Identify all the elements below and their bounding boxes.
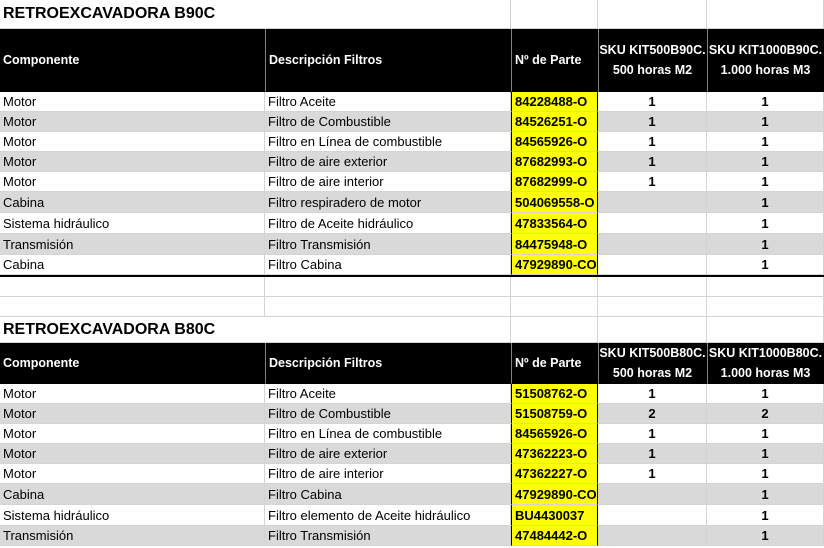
cell-componente[interactable]: Transmisión [0,234,265,255]
blank-cell[interactable] [707,0,824,29]
table-row [0,234,824,255]
cell-componente[interactable]: Cabina [0,255,265,275]
cell-kit500[interactable]: 1 [598,132,707,152]
cell-parte[interactable]: 47484442-O [511,526,598,546]
cell-kit1000[interactable]: 1 [707,424,824,444]
cell-kit1000[interactable]: 1 [707,255,824,275]
blank-cell[interactable] [598,317,707,343]
cell-parte[interactable]: 51508759-O [511,404,598,424]
header-sku1000-line2: 1.000 horas M3 [720,366,811,380]
cell-kit1000[interactable]: 1 [707,132,824,152]
cell-kit1000[interactable]: 1 [707,234,824,255]
cell-componente[interactable]: Motor [0,92,265,112]
cell-kit1000[interactable]: 1 [707,464,824,484]
cell-kit1000[interactable]: 1 [707,526,824,546]
cell-parte[interactable]: 47929890-CO [511,484,598,505]
cell-descripcion[interactable]: Filtro de aire exterior [265,444,511,464]
cell-componente[interactable]: Motor [0,132,265,152]
header-sku500-line2: 500 horas M2 [612,63,693,77]
blank-cell[interactable] [707,297,824,317]
cell-componente[interactable]: Motor [0,444,265,464]
cell-descripcion[interactable]: Filtro de aire exterior [265,152,511,172]
section-title-row [0,0,824,29]
table-row [0,213,824,234]
cell-descripcion[interactable]: Filtro de Combustible [265,404,511,424]
header-sku1000-line1: SKU KIT1000B80C. [708,346,823,360]
cell-kit500[interactable]: 1 [598,444,707,464]
cell-kit1000[interactable]: 1 [707,505,824,526]
cell-descripcion[interactable]: Filtro Aceite [265,384,511,404]
header-sku500-line1: SKU KIT500B90C. [599,43,706,57]
cell-kit1000[interactable]: 1 [707,92,824,112]
cell-descripcion[interactable]: Filtro de aire interior [265,464,511,484]
cell-componente[interactable]: Motor [0,404,265,424]
cell-componente[interactable]: Motor [0,424,265,444]
cell-parte[interactable]: 84565926-O [511,424,598,444]
cell-kit500[interactable] [598,484,707,505]
cell-kit1000[interactable]: 1 [707,172,824,192]
cell-parte[interactable]: 84526251-O [511,112,598,132]
table-row [0,132,824,152]
header-componente[interactable]: Componente [0,343,265,384]
header-sku1000[interactable] [707,29,824,92]
table-row [0,444,824,464]
cell-parte[interactable]: 87682993-O [511,152,598,172]
section-title[interactable]: RETROEXCAVADORA B90C [0,0,265,29]
header-sku500-line1: SKU KIT500B80C. [599,346,706,360]
cell-componente[interactable]: Sistema hidráulico [0,213,265,234]
table-row [0,464,824,484]
header-sku1000-line1: SKU KIT1000B90C. [708,43,823,57]
cell-descripcion[interactable]: Filtro Cabina [265,484,511,505]
cell-kit500[interactable]: 1 [598,92,707,112]
cell-kit500[interactable]: 1 [598,152,707,172]
header-sku1000-line2: 1.000 horas M3 [720,63,811,77]
blank-cell[interactable] [598,0,707,29]
blank-cell[interactable] [265,277,511,297]
cell-kit1000[interactable]: 1 [707,192,824,213]
blank-cell[interactable] [598,297,707,317]
table-row [0,424,824,444]
blank-cell[interactable] [265,297,511,317]
cell-descripcion[interactable]: Filtro Aceite [265,92,511,112]
table-row [0,192,824,213]
cell-componente[interactable]: Cabina [0,484,265,505]
cell-kit500[interactable]: 1 [598,464,707,484]
cell-kit1000[interactable]: 1 [707,213,824,234]
cell-componente[interactable]: Motor [0,172,265,192]
cell-kit500[interactable]: 1 [598,112,707,132]
cell-kit500[interactable] [598,255,707,275]
blank-cell[interactable] [511,297,598,317]
blank-cell[interactable] [511,0,598,29]
cell-kit500[interactable]: 1 [598,384,707,404]
header-descripcion[interactable]: Descripción Filtros [265,343,511,384]
cell-componente[interactable]: Motor [0,152,265,172]
cell-componente[interactable]: Sistema hidráulico [0,505,265,526]
cell-kit500[interactable]: 1 [598,172,707,192]
cell-parte[interactable]: 84475948-O [511,234,598,255]
table-row [0,92,824,112]
cell-parte[interactable]: BU4430037 [511,505,598,526]
cell-parte[interactable]: 47929890-CO [511,255,598,275]
cell-componente[interactable]: Motor [0,464,265,484]
cell-componente[interactable]: Transmisión [0,526,265,546]
cell-kit500[interactable] [598,505,707,526]
blank-cell[interactable] [511,317,598,343]
cell-parte[interactable]: 47362223-O [511,444,598,464]
cell-descripcion[interactable]: Filtro de aire interior [265,172,511,192]
table-row [0,484,824,505]
blank-cell[interactable] [511,277,598,297]
cell-descripcion[interactable]: Filtro Transmisión [265,526,511,546]
cell-parte[interactable]: 84565926-O [511,132,598,152]
cell-kit1000[interactable]: 1 [707,484,824,505]
section-title-row [0,317,824,343]
header-sku1000[interactable] [707,343,824,384]
blank-row [0,297,824,317]
cell-parte[interactable]: 47833564-O [511,213,598,234]
cell-parte[interactable]: 87682999-O [511,172,598,192]
table-row [0,404,824,424]
cell-kit1000[interactable]: 1 [707,444,824,464]
table-row [0,526,824,546]
table-row [0,172,824,192]
header-sku500[interactable] [598,29,707,92]
cell-descripcion[interactable]: Filtro elemento de Aceite hidráulico [265,505,511,526]
cell-kit1000[interactable]: 2 [707,404,824,424]
cell-parte[interactable]: 51508762-O [511,384,598,404]
blank-cell[interactable] [265,317,511,343]
cell-descripcion[interactable]: Filtro de Combustible [265,112,511,132]
blank-cell[interactable] [598,277,707,297]
cell-kit500[interactable]: 1 [598,424,707,444]
cell-descripcion[interactable]: Filtro en Línea de combustible [265,132,511,152]
cell-parte[interactable]: 504069558-O [511,192,598,213]
cell-descripcion[interactable]: Filtro Transmisión [265,234,511,255]
header-sku500[interactable] [598,343,707,384]
cell-descripcion[interactable]: Filtro de Aceite hidráulico [265,213,511,234]
header-parte[interactable]: Nº de Parte [511,29,598,92]
cell-kit500[interactable] [598,192,707,213]
table-row [0,384,824,404]
cell-kit1000[interactable]: 1 [707,384,824,404]
section-title[interactable]: RETROEXCAVADORA B80C [0,317,265,343]
table-row [0,152,824,172]
table-row [0,255,824,275]
header-parte[interactable]: Nº de Parte [511,343,598,384]
cell-kit1000[interactable]: 1 [707,112,824,132]
cell-kit500[interactable]: 2 [598,404,707,424]
cell-descripcion[interactable]: Filtro en Línea de combustible [265,424,511,444]
blank-cell[interactable] [707,277,824,297]
header-row [0,343,824,384]
cell-descripcion[interactable]: Filtro respiradero de motor [265,192,511,213]
cell-componente[interactable]: Motor [0,112,265,132]
blank-cell[interactable] [0,277,265,297]
cell-componente[interactable]: Motor [0,384,265,404]
header-componente[interactable]: Componente [0,29,265,92]
blank-cell[interactable] [265,0,511,29]
blank-row [0,277,824,297]
table-row [0,112,824,132]
cell-parte[interactable]: 84228488-O [511,92,598,112]
cell-kit1000[interactable]: 1 [707,152,824,172]
cell-kit500[interactable] [598,213,707,234]
header-descripcion[interactable]: Descripción Filtros [265,29,511,92]
cell-kit500[interactable] [598,234,707,255]
blank-cell[interactable] [0,297,265,317]
cell-kit500[interactable] [598,526,707,546]
table-row [0,505,824,526]
cell-parte[interactable]: 47362227-O [511,464,598,484]
cell-descripcion[interactable]: Filtro Cabina [265,255,511,275]
blank-cell[interactable] [707,317,824,343]
header-sku500-line2: 500 horas M2 [612,366,693,380]
header-row [0,29,824,92]
cell-componente[interactable]: Cabina [0,192,265,213]
